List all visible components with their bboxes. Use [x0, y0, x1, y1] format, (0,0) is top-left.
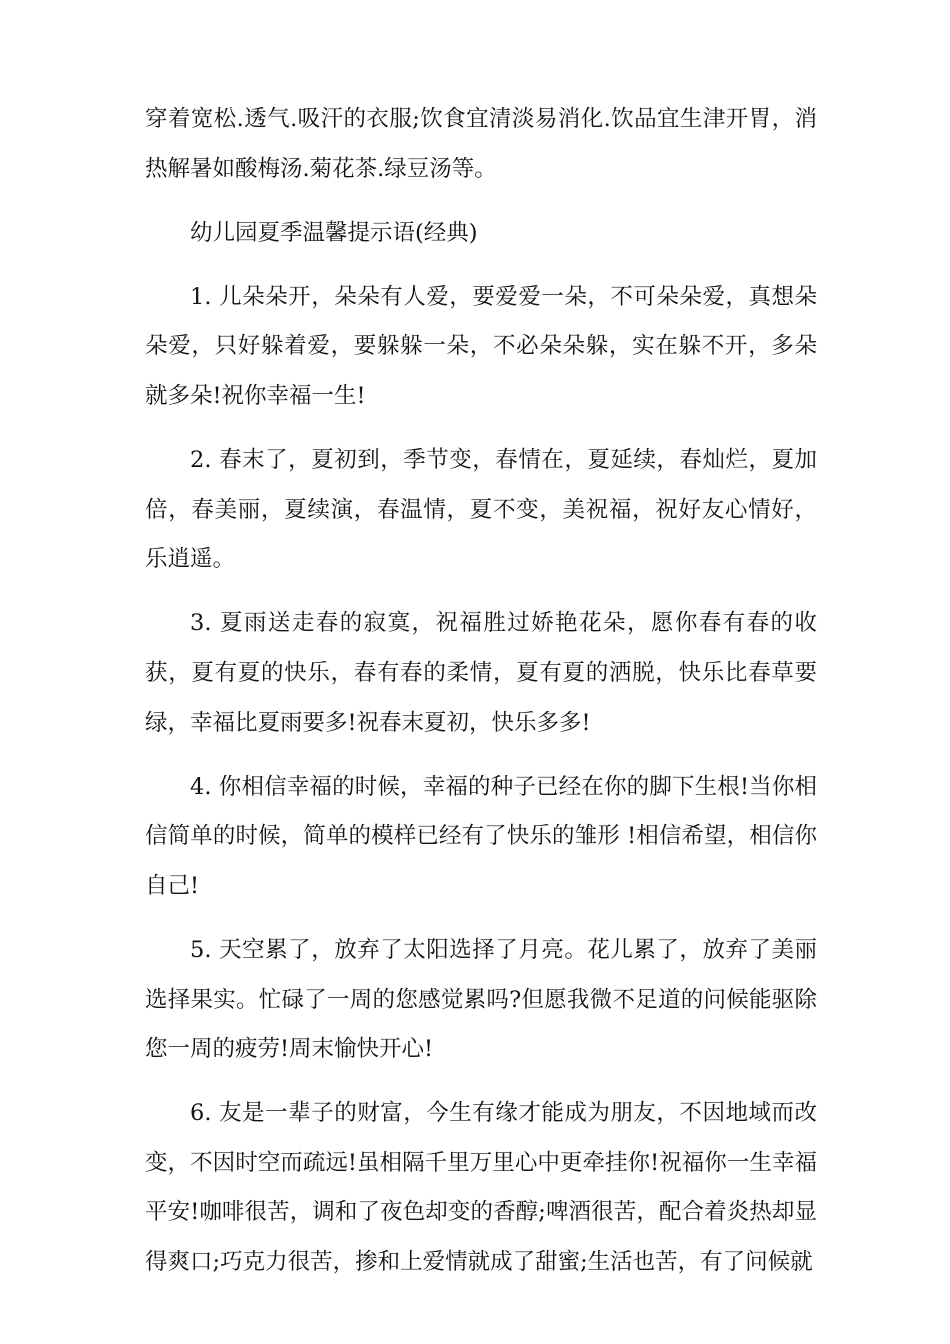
list-item-2: 2. 春末了，夏初到，季节变，春情在，夏延续，春灿烂，夏加倍，春美丽，夏续演，春温情，夏不变，美祝福，祝好友心情好，乐逍遥。: [145, 447, 817, 573]
list-item-6: 6. 友是一辈子的财富，今生有缘才能成为朋友，不因地域而改变，不因时空而疏远!虽相隔千里万里心中更牵挂你!祝福你一生幸福平安!咖啡很苦，调和了夜色却变的香醇;啤酒很苦，配合着炎热却显得爽口;巧克力很苦，掺和上爱情就成了甜蜜;生活也苦，有了问候就: [145, 1100, 817, 1275]
document-body: [145, 95, 817, 1302]
section-heading: 幼儿园夏季温馨提示语(经典): [190, 219, 478, 246]
list-item-4: 4. 你相信幸福的时候，幸福的种子已经在你的脚下生根!当你相信简单的时候，简单的模样已经有了快乐的雏形 !相信希望，相信你自己!: [145, 773, 817, 899]
paragraph-intro: 穿着宽松.透气.吸汗的衣服;饮食宜清淡易消化.饮品宜生津开胃，消热解暑如酸梅汤.菊花茶.绿豆汤等。: [145, 106, 817, 182]
list-item-1: 1. 儿朵朵开，朵朵有人爱，要爱爱一朵，不可朵朵爱，真想朵朵爱，只好躲着爱，要躲躲一朵，不必朵朵躲，实在躲不开，多朵就多朵!祝你幸福一生!: [145, 283, 817, 409]
list-item-3: 3. 夏雨送走春的寂寞，祝福胜过娇艳花朵，愿你春有春的收获，夏有夏的快乐，春有春的柔情，夏有夏的洒脱，快乐比春草要绿，幸福比夏雨要多!祝春末夏初，快乐多多!: [145, 610, 817, 736]
list-item-5: 5. 天空累了，放弃了太阳选择了月亮。花儿累了，放弃了美丽选择果实。忙碌了一周的您感觉累吗?但愿我微不足道的问候能驱除您一周的疲劳!周末愉快开心!: [145, 936, 817, 1063]
